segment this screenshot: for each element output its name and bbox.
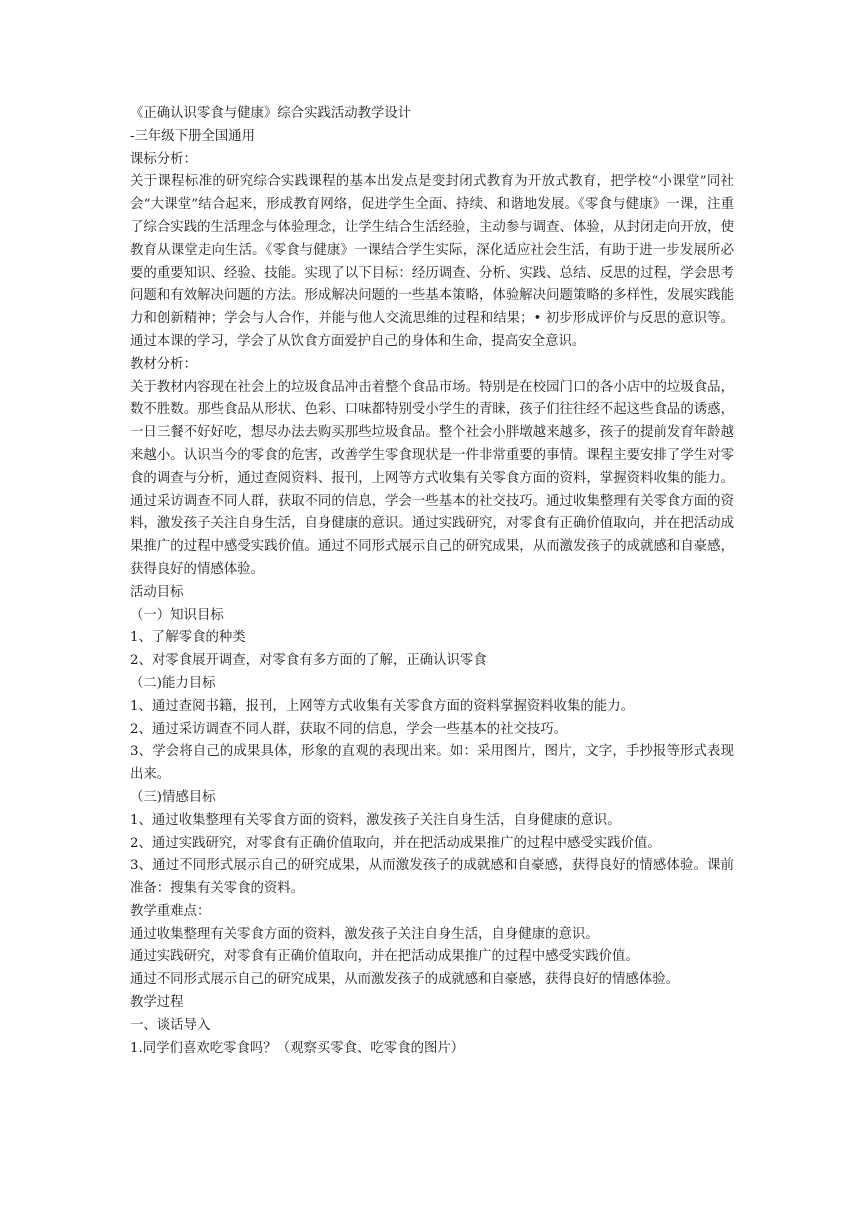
knowledge-goal-item: 1、了解零食的种类 [130, 630, 246, 646]
document-subtitle: -三年级下册全国通用 [130, 128, 256, 144]
document-page [130, 103, 734, 1060]
goals-heading: 活动目标 [130, 584, 184, 600]
ability-goals-heading: （二)能力目标 [130, 675, 216, 691]
keypoint-item: 通过收集整理有关零食方面的资料，激发孩子关注自身生活，自身健康的意识。 [130, 926, 599, 942]
keypoints-heading: 教学重难点： [130, 903, 211, 919]
curriculum-body: 关于课程标准的研究综合实践课程的基本出发点是变封闭式教育为开放式教育，把学校“小课堂”同社会“大课堂”结合起来，形成教育网络，促进学生全面、持续、和谐地发展。《零食与健康》一课，注重了综合实践的生活理念与体验理念，让学生结合生活经验，主动参与调查、体验，从封闭走向开放，使教育从课堂走向生活。《零食与健康》一课结合学生实际，深化适应社会生活，有助于进一步发展所必要的重要知识、经验、技能。实现了以下目标：经历调查、分析、实践、总结、反思的过程，学会思考问题和有效解决问题的方法。形成解决问题的一些基本策略，体验解决问题策略的多样性，发展实践能力和创新精神；学会与人合作，并能与他人交流思维的过程和结果；• 初步形成评价与反思的意识等。通过本课的学习，学会了从饮食方面爱护自己的身体和生命，提高安全意识。 [130, 174, 734, 349]
keypoint-item: 通过不同形式展示自己的研究成果，从而激发孩子的成就感和自豪感，获得良好的情感体验。 [130, 972, 680, 988]
ability-goal-item: 2、通过采访调查不同人群，获取不同的信息，学会一些基本的社交技巧。 [130, 721, 568, 737]
curriculum-heading: 课标分析： [130, 151, 197, 167]
emotion-goal-item: 1、通过收集整理有关零食方面的资料，激发孩子关注自身生活，自身健康的意识。 [130, 812, 621, 828]
knowledge-goals-heading: （一）知识目标 [130, 607, 224, 623]
process-heading: 教学过程 [130, 995, 184, 1011]
emotion-goal-item: 2、通过实践研究，对零食有正确价值取向，并在把活动成果推广的过程中感受实践价值。 [130, 835, 661, 851]
textbook-heading: 教材分析： [130, 356, 197, 372]
document-title: 《正确认识零食与健康》综合实践活动教学设计 [130, 106, 412, 121]
emotion-goals-heading: （三)情感目标 [130, 789, 216, 805]
ability-goal-item: 1、通过查阅书籍，报刊，上网等方式收集有关零食方面的资料掌握资料收集的能力。 [130, 698, 634, 714]
textbook-body: 关于教材内容现在社会上的垃圾食品冲击着整个食品市场。特别是在校园门口的各小店中的垃圾食品，数不胜数。那些食品从形状、色彩、口味都特别受小学生的青睐，孩子们往往经不起这些食品的诱惑，一日三餐不好好吃，想尽办法去购买那些垃圾食品。整个社会小胖墩越来越多，孩子的提前发育年龄越来越小。认识当今的零食的危害，改善学生零食现状是一件非常重要的事情。课程主要安排了学生对零食的调查与分析，通过查阅资料、报刊，上网等方式收集有关零食方面的资料，掌握资料收集的能力。通过采访调查不同人群，获取不同的信息，学会一些基本的社交技巧。通过收集整理有关零食方面的资料，激发孩子关注自身生活，自身健康的意识。通过实践研究，对零食有正确价值取向，并在把活动成果推广的过程中感受实践价值。通过不同形式展示自己的研究成果，从而激发孩子的成就感和自豪感，获得良好的情感体验。 [130, 379, 734, 577]
ability-goal-item: 3、学会将自己的成果具体，形象的直观的表现出来。如：采用图片，图片，文字，手抄报等形式表现出来。 [130, 744, 734, 783]
process-step-heading: 一、谈话导入 [130, 1017, 211, 1033]
process-step-item: 1.同学们喜欢吃零食吗？（观察买零食、吃零食的图片） [130, 1040, 465, 1056]
emotion-goal-item: 3、通过不同形式展示自己的研究成果，从而激发孩子的成就感和自豪感，获得良好的情感体验。课前准备：搜集有关零食的资料。 [130, 858, 734, 897]
knowledge-goal-item: 2、对零食展开调查，对零食有多方面的了解，正确认识零食 [130, 653, 487, 669]
keypoint-item: 通过实践研究，对零食有正确价值取向，并在把活动成果推广的过程中感受实践价值。 [130, 949, 639, 965]
